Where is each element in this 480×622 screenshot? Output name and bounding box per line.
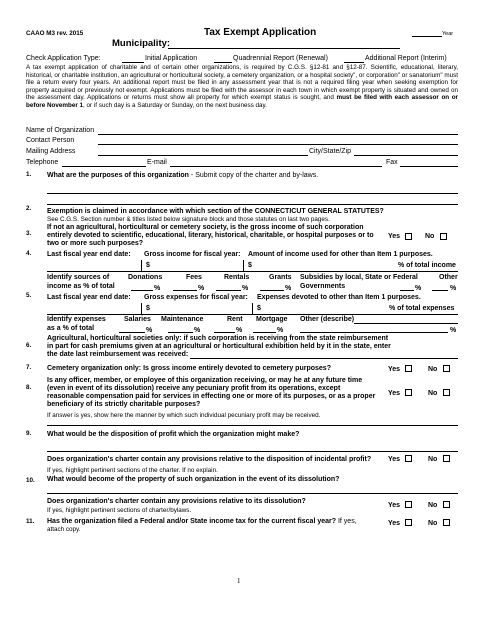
q4-governments-label: Governments [300,283,346,290]
q5-salaries-pct: % [146,327,153,334]
q5-mortgage-field[interactable] [253,332,276,333]
q5-gross-expenses-label: Gross expenses for fiscal year: [144,294,248,301]
q9-no-checkbox[interactable] [443,455,450,462]
intro-paragraph: A tax exempt application of charitable and of certain other organizations, is required by C.G.S. §12-81 and §12-87. Scientific, educational, literary, historical, or charitable institution, an agricultural or horticultural society, a cemetery organization, or a hospital society", or corporation" or sanatorium" must file a return every four years. An additional report must be filed in any assessment year that is not a required filing year when seeking exemption for property acquired or previously not exempt. Applications must be filed with the assessor in each town in which exempt property is situated and owned on the assessment day. Applications or returns must show all property for which exempt status is sought, and must be filed with each assessor on or before November 1, or if such day is a Saturday or Sunday, on the next business day. [26,64,458,109]
q4-grants-label: Grants [269,274,292,281]
form-code: CAAO M3 rev. 2015 [26,30,84,37]
q5-last-fy-label: Last fiscal year end date: [47,294,131,301]
q10-answer-line[interactable] [47,493,458,494]
q5-other-describe-field[interactable] [354,323,458,324]
telephone-label: Telephone [26,159,59,166]
additional-check-line[interactable] [344,62,364,63]
q5-maintenance-label: Maintenance [161,316,204,323]
q9-note: If yes, highlight pertinent sections of the charter. If no explain. [47,467,218,474]
q4-other-label: Other [439,274,458,281]
q7-yes-label: Yes [388,366,401,373]
q5-rent-label: Rent [227,316,243,323]
q4-income-pct-label: income as % of total [47,283,115,290]
q4-gross-income-label: Gross income for fiscal year: [144,251,241,258]
q9-question: What would be the disposition of profit which the organization might make? [47,431,300,438]
contact-person-label: Contact Person [26,137,75,144]
q5-expenses-other-label: Expenses devoted to other than Item 1 purposes. [257,294,421,301]
q10-number: 10. [26,477,35,484]
q8-answer-line[interactable] [47,425,458,426]
q5-other-pct: % [450,327,457,334]
q8-line-2: (even in event of its dissolution) receive any pecuniary profit from its operations, except [47,385,341,392]
email-label: E-mail [147,159,167,166]
q5-pct-total-expenses: % of total expenses [389,305,455,312]
q6-line-2: in part for cash premiums given at an agricultural or horticultural exhibition held by it in the state, enter [47,343,391,350]
q6-number: 6. [26,342,32,349]
city-state-zip-label: City/State/Zip [309,148,352,155]
q4-subsidies-pct: % [415,285,422,292]
q10-yes-checkbox[interactable] [405,501,412,508]
q4-gross-income-field[interactable] [141,260,244,272]
q9-yes-checkbox[interactable] [405,455,412,462]
q4-rentals-label: Rentals [224,274,250,281]
q4-amount-other-dollar: $ [248,262,252,269]
additional-report-option: Additional Report (Interim) [365,55,447,62]
year-field[interactable] [412,36,442,37]
q4-last-fy-label: Last fiscal year end date: [47,251,131,258]
q3-number: 3. [26,230,32,237]
q11-number: 11. [26,518,35,525]
q4-donations-pct: % [154,285,161,292]
q11-question: Has the organization filed a Federal and/or State income tax for the current fiscal year? If yes, [47,518,357,525]
q3-no-label: No [425,233,435,240]
q6-line-1: Agricultural, horticultural societies only: if such corporation is receiving from the state reimbursement [47,335,389,342]
q5-other-describe-label: Other (describe) [300,316,355,323]
q11-no-label: No [428,520,438,527]
q4-subsidies-field[interactable] [400,290,414,291]
q4-identify-sources: Identify sources of [47,274,110,281]
contact-person-field[interactable] [98,144,458,145]
q11-no-checkbox[interactable] [443,519,450,526]
page-number: 1 [237,577,241,585]
year-label: Year [442,31,454,37]
q3-no-checkbox[interactable] [440,233,447,240]
q5-rent-field[interactable] [214,332,235,333]
q4-pct-total-income: % of total income [398,262,456,269]
q8-number: 8. [26,384,32,391]
q5-gross-expenses-dollar: $ [146,305,150,312]
q5-expenses-other-dollar: $ [257,305,261,312]
q3-yes-label: Yes [388,233,401,240]
q7-yes-checkbox[interactable] [405,365,412,372]
q2-number: 2. [26,205,32,212]
q6-date-field[interactable] [190,358,458,359]
q5-identify-expenses: Identify expenses [47,316,106,323]
q4-fees-field[interactable] [173,290,197,291]
q8-line-1: Is any officer, member, or employee of this organization receiving, or may he at any future time [47,377,363,384]
quadrennial-check-line[interactable] [214,62,232,63]
q7-question: Cemetery organization only: Is gross income entirely devoted to cemetery purposes? [47,365,331,372]
org-name-field[interactable] [98,134,458,135]
q10-note: If yes, highlight pertinent sections of charter/bylaws. [47,507,192,514]
q8-line-4: beneficiary of its strictly charitable purposes? [47,401,201,408]
q4-fees-pct: % [198,285,205,292]
app-type-label: Check Application Type: [26,55,101,62]
q8-no-label: No [428,390,438,397]
q7-no-checkbox[interactable] [443,365,450,372]
q5-last-fy-field[interactable] [47,303,142,315]
q8-line-3: reasonable compensation paid for services in effecting one or more of its purposes, or as a proper [47,393,376,400]
q5-as-pct-label: as a % of total [47,325,95,332]
mailing-address-label: Mailing Address [26,148,76,155]
q4-last-fy-field[interactable] [47,260,142,272]
q4-other-field[interactable] [432,290,448,291]
q4-donations-label: Donations [128,274,163,281]
q4-grants-pct: % [285,285,292,292]
q8-yes-checkbox[interactable] [405,389,412,396]
municipality-label: Municipality: [112,38,171,49]
q10-no-checkbox[interactable] [443,501,450,508]
q5-salaries-field[interactable] [119,332,145,333]
q5-rent-pct: % [236,327,243,334]
initial-check-line[interactable] [122,62,144,63]
municipality-field[interactable] [168,48,400,49]
q3-line-1: If not an agricultural, horticultural or cemetery society, is the gross income of such corporation [47,224,364,231]
q4-rentals-field[interactable] [216,290,241,291]
q2-question: Exemption is claimed in accordance with which section of the CONNECTICUT GENERAL STATUTES? [47,208,384,215]
q8-no-checkbox[interactable] [443,389,450,396]
q4-donations-field[interactable] [131,290,153,291]
q5-number: 5. [26,292,32,299]
q9-yes-label: Yes [388,456,401,463]
q9-no-label: No [428,456,438,463]
q4-amount-other-label: Amount of income used for other than Item 1 purposes. [248,251,433,258]
fax-label: Fax [386,159,398,166]
q6-line-3: the date last reimbursement was received: [47,351,189,358]
q9-sub-question: Does organization's charter contain any provisions relative to the disposition of incidental profit? [47,456,372,463]
org-name-label: Name of Organization [26,127,95,134]
form-title: Tax Exempt Application [204,27,317,38]
q4-rentals-pct: % [242,285,249,292]
q3-line-2: entirely devoted to scientific, educational, literary, historical, charitable, or hospital purposes or to [47,232,374,239]
q5-other-pct-field[interactable] [300,332,448,333]
q1-number: 1. [26,171,32,178]
email-field[interactable] [170,166,382,167]
q11-attach-note: attach copy. [47,526,81,533]
q5-maintenance-field[interactable] [168,332,193,333]
q10-no-label: No [428,502,438,509]
initial-application-option: Initial Application [145,55,198,62]
q1-question: What are the purposes of this organization - Submit copy of the charter and by-laws. [47,172,319,179]
q4-subsidies-label: Subsidies by local, State or Federal [300,274,418,281]
q5-mortgage-label: Mortgage [256,316,288,323]
q5-maintenance-pct: % [194,327,201,334]
q1-answer-line-1[interactable] [47,193,458,194]
mailing-address-field[interactable] [98,155,308,156]
q4-other-pct: % [450,285,457,292]
fax-field[interactable] [400,166,458,167]
q1-answer-line-2[interactable] [47,204,458,205]
q4-fees-label: Fees [186,274,202,281]
q11-yes-checkbox[interactable] [405,519,412,526]
q2-note: See C.G.S. Section number & titles listed below signature block and those statutes on last two pages. [47,216,330,223]
q7-number: 7. [26,364,32,371]
quadrennial-option: Quadrennial Report (Renewal) [233,55,328,62]
q9-answer-line[interactable] [47,451,458,452]
q8-yes-label: Yes [388,390,401,397]
q10-yes-label: Yes [388,502,401,509]
q5-gross-expenses-field[interactable] [141,303,253,315]
q10-question: What would become of the property of such organization in the event of its dissolution? [47,476,340,483]
q10-sub-question: Does organization's charter contain any provisions relative to its dissolution? [47,498,306,505]
q7-no-label: No [428,366,438,373]
q5-salaries-label: Salaries [124,316,151,323]
city-state-zip-field[interactable] [354,155,458,156]
q9-number: 9. [26,430,32,437]
q3-yes-checkbox[interactable] [405,233,412,240]
telephone-field[interactable] [62,166,146,167]
q8-note: If answer is yes, show here the manner by which such individual pecuniary profit may be received. [47,412,321,419]
q4-grants-field[interactable] [260,290,284,291]
q3-line-3: two or more such purposes? [47,240,144,247]
q5-mortgage-pct: % [277,327,284,334]
q11-yes-label: Yes [388,520,401,527]
q4-number: 4. [26,250,32,257]
q4-gross-income-dollar: $ [146,262,150,269]
